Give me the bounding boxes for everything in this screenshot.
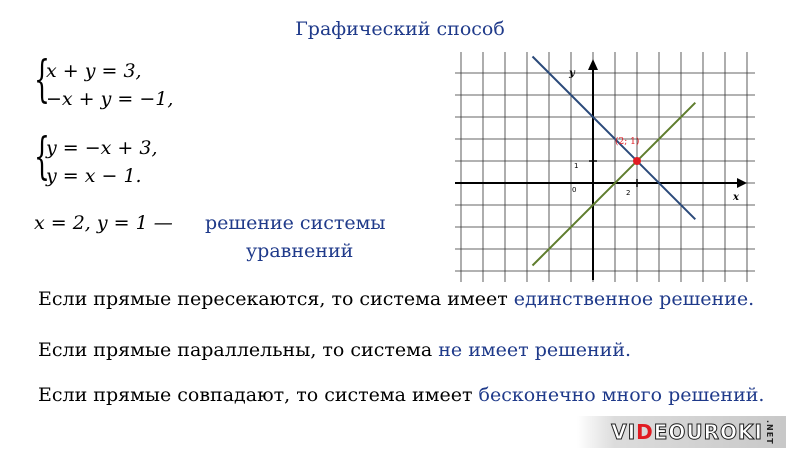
statement-text: Если прямые параллельны, то система xyxy=(38,339,439,361)
logo-text-2: D xyxy=(636,420,654,444)
grid xyxy=(455,52,755,282)
statement-text: Если прямые пересекаются, то система имеет xyxy=(38,288,514,310)
logo-text-3: EOUROKI xyxy=(653,420,763,444)
line-y-equals-neg-x-plus-3 xyxy=(533,57,696,220)
statement-text: Если прямые совпадают, то система имеет xyxy=(38,384,479,406)
statement-parallel xyxy=(38,339,631,361)
solution-math xyxy=(34,212,173,234)
statement-highlight: бесконечно много решений. xyxy=(478,384,765,406)
tick-y-label: 1 xyxy=(574,162,579,170)
solution-text-2: уравнений xyxy=(246,240,354,262)
tick-x-label: 2 xyxy=(626,189,631,197)
x-axis-label: x xyxy=(733,192,739,203)
statement-highlight: не имеет решений. xyxy=(438,339,632,361)
statement-highlight: единственное решение. xyxy=(513,288,755,310)
x-axis-arrow xyxy=(737,178,747,188)
system2-eq1: y = −x + 3, xyxy=(46,137,158,159)
logo-suffix: .NET xyxy=(765,419,774,445)
system2-eq2: y = x − 1. xyxy=(46,165,142,187)
system1-eq1: x + y = 3, xyxy=(46,60,142,82)
coordinate-graph xyxy=(455,52,755,282)
statement-intersect xyxy=(38,288,754,310)
line-y-equals-x-minus-1 xyxy=(533,103,696,266)
y-axis-label: y xyxy=(569,68,575,79)
solution-text-1: решение системы xyxy=(205,212,386,234)
intersection-point xyxy=(633,157,641,165)
logo-text-1: VI xyxy=(611,420,637,444)
y-axis-arrow xyxy=(588,59,598,70)
brace-symbol: { xyxy=(34,50,50,108)
intersection-label: (2; 1) xyxy=(615,137,640,147)
solution-values: x = 2, y = 1 — xyxy=(34,212,173,234)
slide-title: Графический способ xyxy=(295,18,505,40)
videouroki-logo xyxy=(577,416,786,448)
origin-label: 0 xyxy=(572,186,577,194)
statement-coincide xyxy=(38,384,764,406)
brace-symbol: { xyxy=(34,127,50,185)
system1-eq2: −x + y = −1, xyxy=(46,88,174,110)
